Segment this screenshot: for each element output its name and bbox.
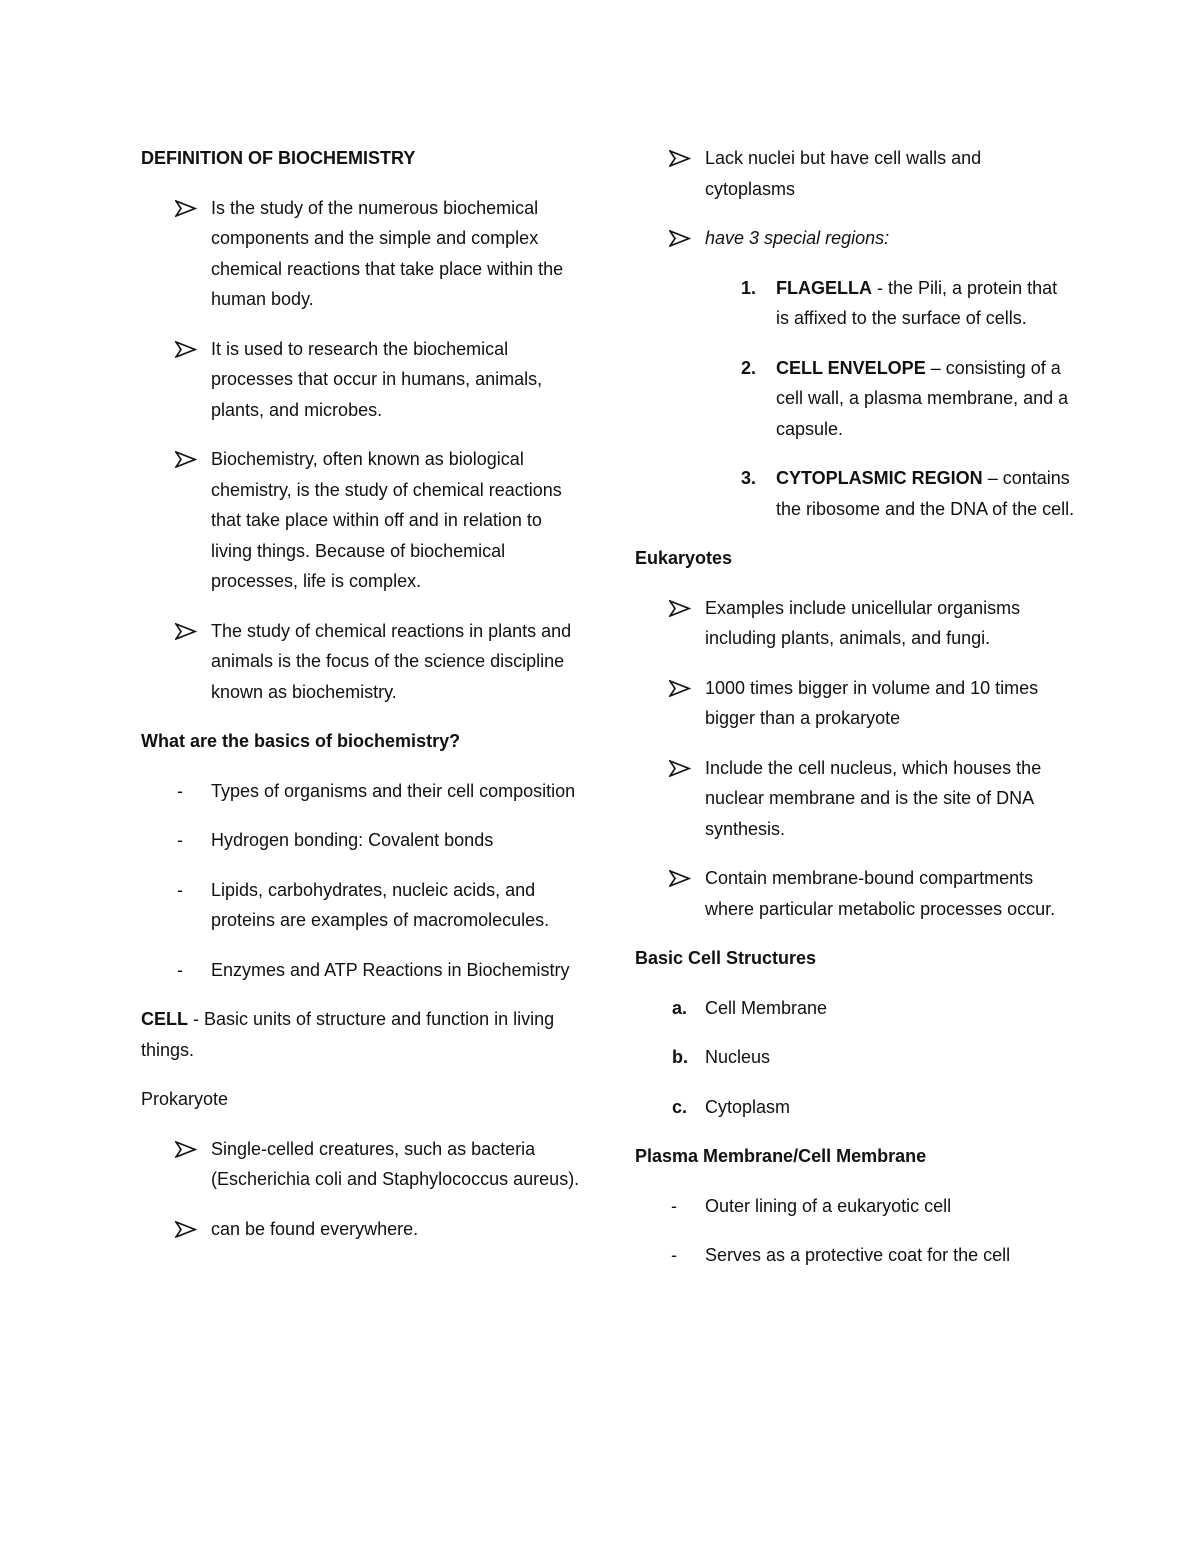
prokaryote-item-text: Lack nuclei but have cell walls and cytoplasms	[705, 148, 982, 199]
region-term: CYTOPLASMIC REGION	[776, 468, 983, 488]
prokaryote-item	[141, 1134, 581, 1195]
region-item	[635, 463, 1075, 524]
basics-item-text: Enzymes and ATP Reactions in Biochemistry	[211, 959, 570, 980]
cell-definition-text: - Basic units of structure and function in living things.	[141, 1009, 555, 1060]
definition-item	[141, 334, 581, 426]
eukaryotes-item	[635, 753, 1075, 845]
eukaryotes-item	[635, 863, 1075, 924]
structure-text: Cell Membrane	[705, 997, 828, 1018]
region-desc: - the Pili, a protein that is affixed to the surface of cells.	[776, 277, 1058, 328]
structure-text: Cytoplasm	[705, 1096, 791, 1117]
membrane-item-text: Outer lining of a eukaryotic cell	[705, 1195, 952, 1216]
basics-item	[141, 776, 581, 807]
structure-item	[635, 993, 1075, 1024]
right-column	[635, 143, 1075, 1290]
prokaryote-heading: Prokaryote	[141, 1089, 229, 1109]
arrowhead-bullet-icon	[669, 673, 699, 697]
dash-bullet: -	[177, 780, 183, 801]
membrane-item-text: Serves as a protective coat for the cell	[705, 1245, 1011, 1265]
eukaryotes-item-text: Examples include unicellular organisms including plants, animals, and fungi.	[705, 597, 1021, 648]
region-number: 3.	[741, 468, 757, 488]
basics-item-text: Hydrogen bonding: Covalent bonds	[211, 830, 494, 850]
region-term: CELL ENVELOPE	[776, 357, 926, 378]
prokaryote-item-text: Single-celled creatures, such as bacteria (Escherichia coli and Staphylococcus aureus).	[211, 1138, 580, 1189]
definition-item-text: The study of chemical reactions in plants and animals is the focus of the science discipline known as biochemistry.	[211, 620, 572, 702]
left-column	[141, 143, 581, 1263]
arrowhead-bullet-icon	[669, 143, 699, 167]
eukaryotes-heading: Eukaryotes	[635, 548, 733, 568]
arrowhead-bullet-icon	[175, 334, 205, 358]
region-term: FLAGELLA	[776, 277, 872, 298]
region-desc: – consisting of a cell wall, a plasma membrane, and a capsule.	[776, 357, 1069, 439]
definition-item-text: Is the study of the numerous biochemical components and the simple and complex chemical reactions that take place within the human body.	[211, 197, 564, 309]
definition-item	[141, 193, 581, 315]
cell-term: CELL	[141, 1009, 188, 1029]
arrowhead-bullet-icon	[175, 444, 205, 468]
arrowhead-bullet-icon	[669, 753, 699, 777]
definition-item-text: It is used to research the biochemical processes that occur in humans, animals, plants, and microbes.	[211, 338, 543, 420]
basics-item	[141, 955, 581, 986]
structure-item	[635, 1042, 1075, 1073]
region-number: 2.	[741, 357, 757, 378]
region-number: 1.	[741, 277, 757, 298]
basics-heading: What are the basics of biochemistry?	[141, 731, 461, 751]
definition-heading: DEFINITION OF BIOCHEMISTRY	[141, 148, 416, 168]
dash-bullet: -	[177, 830, 183, 850]
special-regions-intro: have 3 special regions:	[705, 228, 890, 248]
dash-bullet: -	[671, 1195, 677, 1216]
definition-item-text: Biochemistry, often known as biological chemistry, is the study of chemical reactions that take place within off and in relation to living things. Because of biochemical processes, life is complex.	[211, 449, 562, 591]
region-item	[635, 273, 1075, 334]
arrowhead-bullet-icon	[669, 863, 699, 887]
arrowhead-bullet-icon	[175, 1214, 205, 1238]
basics-item	[141, 875, 581, 936]
arrowhead-bullet-icon	[669, 223, 699, 247]
structure-item	[635, 1092, 1075, 1123]
eukaryotes-item	[635, 673, 1075, 734]
dash-bullet: -	[177, 959, 183, 980]
eukaryotes-item	[635, 593, 1075, 654]
definition-item	[141, 444, 581, 597]
definition-item	[141, 616, 581, 708]
basics-item-text: Types of organisms and their cell composition	[211, 780, 576, 801]
arrowhead-bullet-icon	[669, 593, 699, 617]
prokaryote-item	[141, 1214, 581, 1245]
dash-bullet: -	[177, 879, 183, 900]
arrowhead-bullet-icon	[175, 1134, 205, 1158]
eukaryotes-item-text: 1000 times bigger in volume and 10 times bigger than a prokaryote	[705, 677, 1039, 728]
cell-definition	[141, 1004, 581, 1065]
eukaryotes-item-text: Include the cell nucleus, which houses the nuclear membrane and is the site of DNA synthesis.	[705, 757, 1042, 839]
structures-heading: Basic Cell Structures	[635, 948, 817, 968]
arrowhead-bullet-icon	[175, 193, 205, 217]
structure-text: Nucleus	[705, 1047, 771, 1067]
membrane-item	[635, 1191, 1075, 1222]
membrane-item	[635, 1240, 1075, 1271]
prokaryote-item	[635, 223, 1075, 254]
structure-letter: a.	[672, 997, 688, 1018]
region-desc: – contains the ribosome and the DNA of the cell.	[776, 468, 1075, 519]
basics-item-text: Lipids, carbohydrates, nucleic acids, and proteins are examples of macromolecules.	[211, 879, 550, 930]
structure-letter: b.	[672, 1047, 688, 1067]
dash-bullet: -	[671, 1245, 677, 1265]
membrane-heading: Plasma Membrane/Cell Membrane	[635, 1146, 927, 1166]
region-item	[635, 353, 1075, 445]
structure-letter: c.	[672, 1096, 688, 1117]
basics-item	[141, 825, 581, 856]
eukaryotes-item-text: Contain membrane-bound compartments where particular metabolic processes occur.	[705, 868, 1056, 919]
arrowhead-bullet-icon	[175, 616, 205, 640]
prokaryote-item-text: can be found everywhere.	[211, 1218, 419, 1239]
prokaryote-item	[635, 143, 1075, 204]
